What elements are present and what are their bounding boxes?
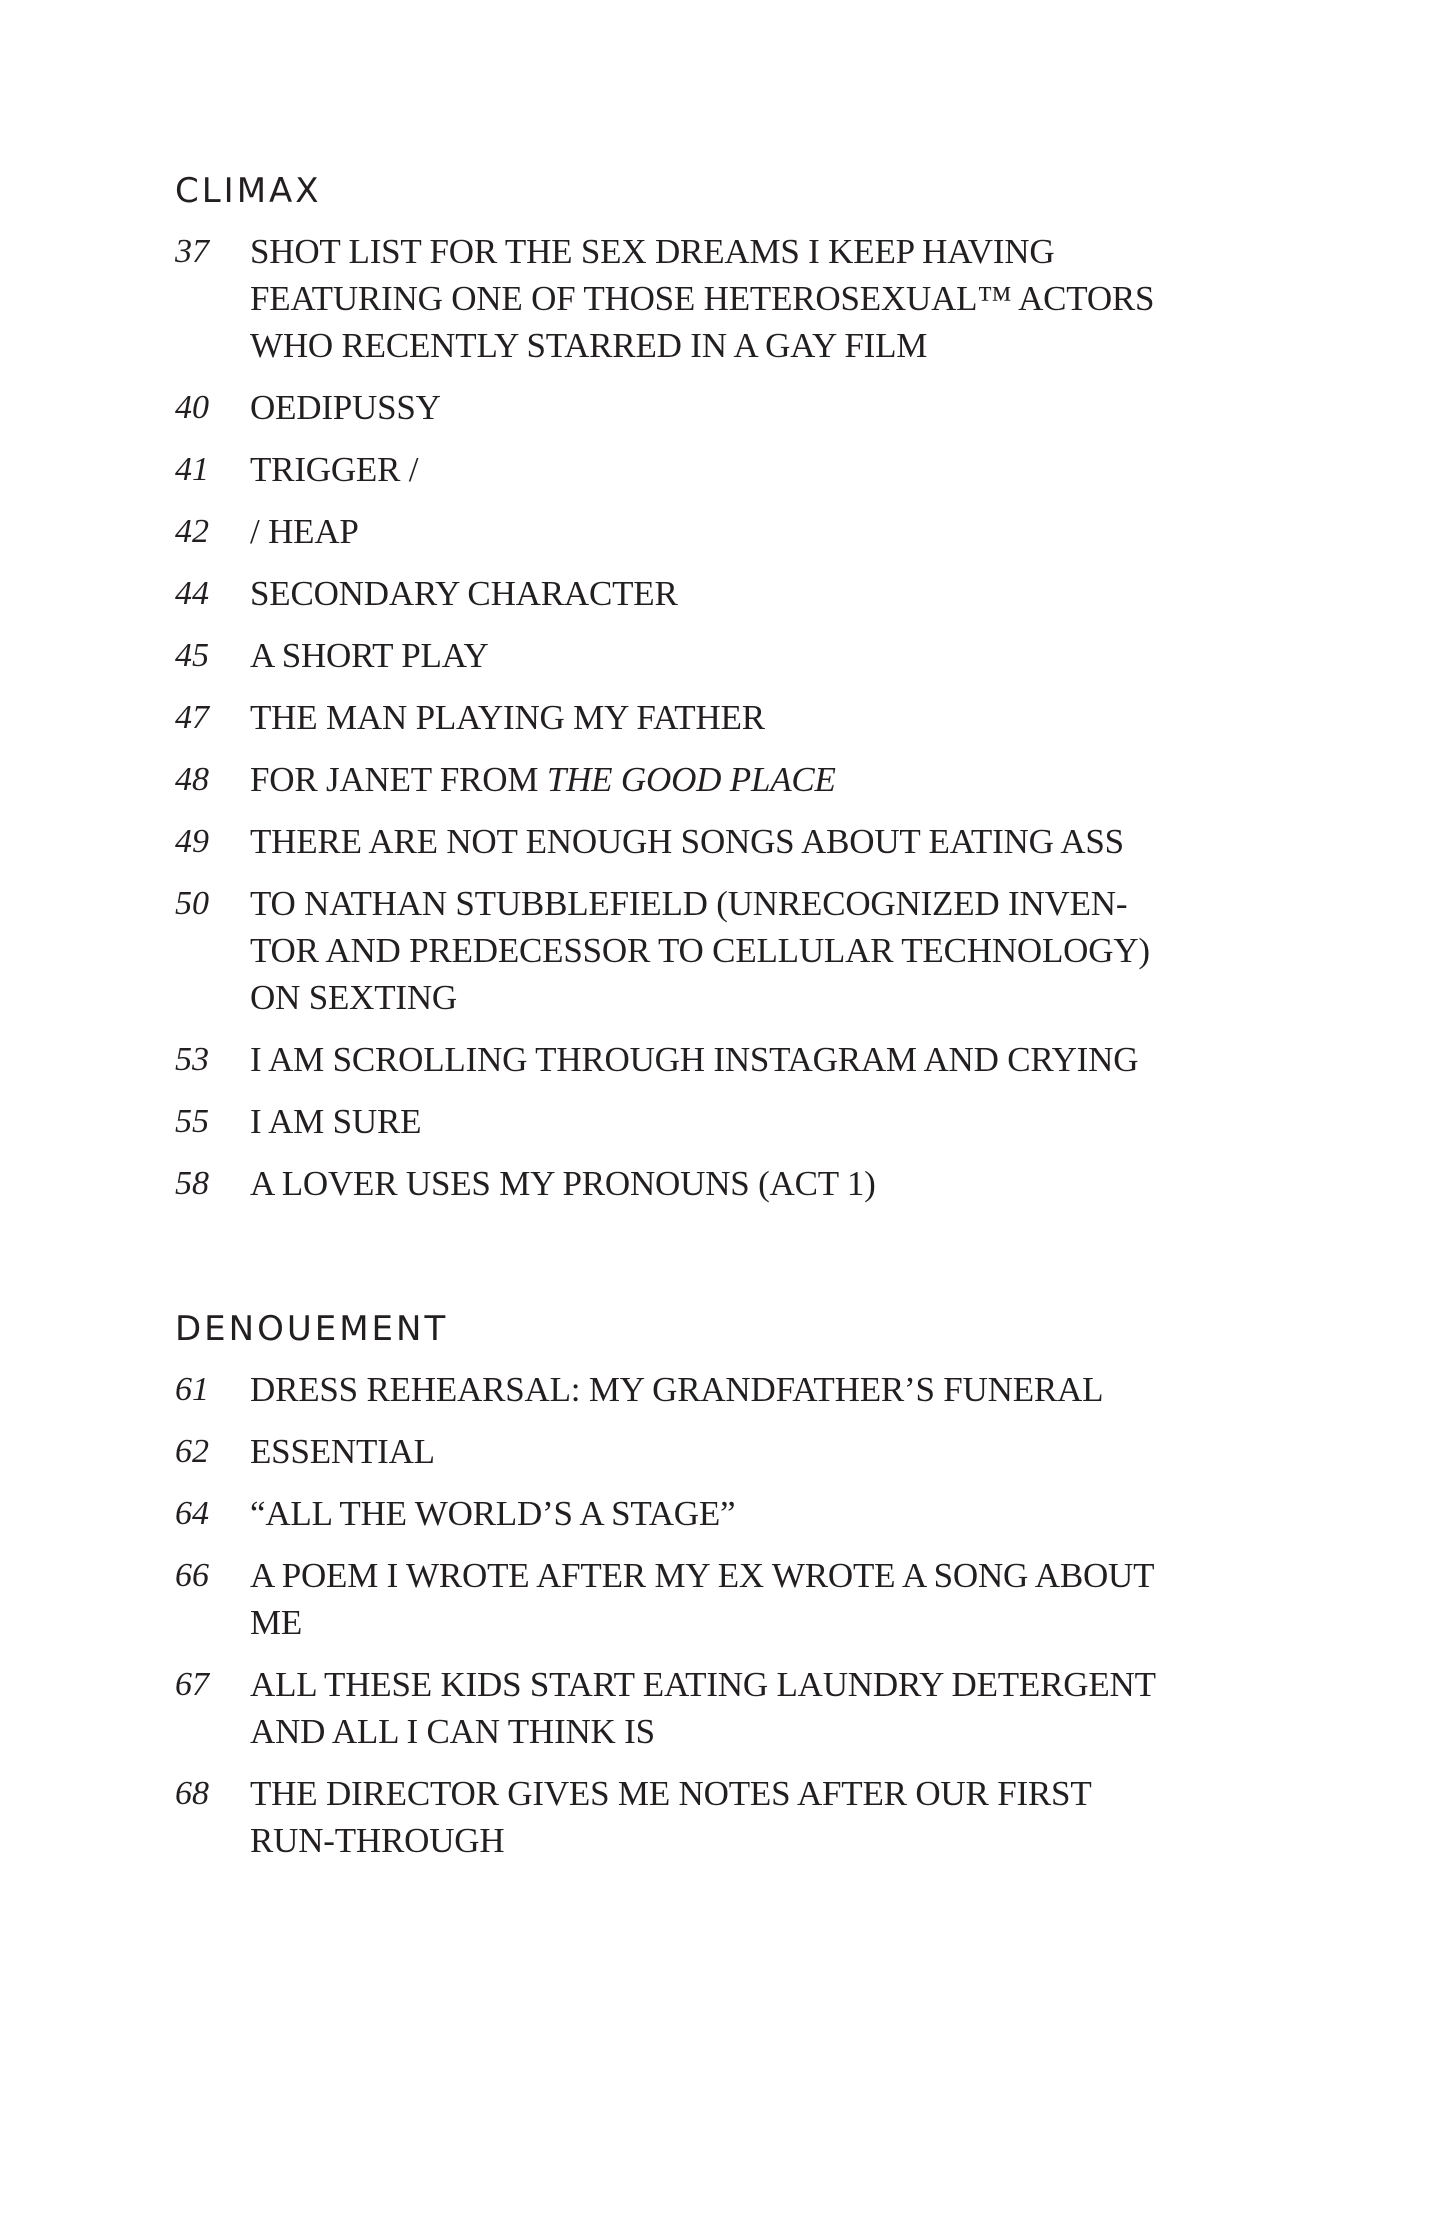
entry-title: ALL THESE KIDS START EATING LAUNDRY DETERGENT AND ALL I CAN THINK IS — [250, 1665, 1156, 1751]
toc-entry — [175, 1428, 1285, 1475]
entry-page-number: 49 — [175, 823, 209, 860]
entry-title: SECONDARY CHARACTER — [250, 574, 678, 613]
entry-page-number: 64 — [175, 1495, 209, 1532]
entry-page-number: 41 — [175, 451, 209, 488]
toc-entry — [175, 818, 1285, 865]
toc-entry — [175, 1098, 1285, 1145]
entry-title: TRIGGER / — [250, 450, 419, 489]
entry-title: OEDIPUSSY — [250, 388, 441, 427]
entry-title: THE MAN PLAYING MY FATHER — [250, 698, 765, 737]
entry-title: DRESS REHEARSAL: MY GRANDFATHER’S FUNERAL — [250, 1370, 1104, 1409]
toc-entry — [175, 508, 1285, 555]
section-climax — [175, 168, 1285, 1222]
entry-title: A POEM I WROTE AFTER MY EX WROTE A SONG ABOUT ME — [250, 1556, 1155, 1642]
toc-entry — [175, 1036, 1285, 1083]
toc-entry — [175, 632, 1285, 679]
entry-title: ESSENTIAL — [250, 1432, 435, 1471]
entry-page-number: 67 — [175, 1666, 209, 1703]
entry-page-number: 37 — [175, 233, 209, 270]
toc-entry — [175, 1160, 1285, 1207]
toc-entry — [175, 1366, 1285, 1413]
entry-title: THE DIRECTOR GIVES ME NOTES AFTER OUR FIRST RUN-THROUGH — [250, 1774, 1092, 1860]
entry-page-number: 48 — [175, 761, 209, 798]
toc-entry — [175, 756, 1285, 803]
entry-title: TO NATHAN STUBBLEFIELD (UNRECOGNIZED INVEN- TOR AND PREDECESSOR TO CELLULAR TECHNOLOGY) ON SEXTING — [250, 884, 1150, 1017]
entry-title: “ALL THE WORLD’S A STAGE” — [250, 1494, 736, 1533]
entry-page-number: 42 — [175, 513, 209, 550]
entry-title — [250, 756, 1285, 803]
toc-entry — [175, 880, 1285, 1021]
entry-page-number: 58 — [175, 1165, 209, 1202]
entry-page-number: 50 — [175, 885, 209, 922]
toc-entry — [175, 1552, 1285, 1646]
toc-entry — [175, 446, 1285, 493]
climax-entry-list — [175, 228, 1285, 1207]
entry-title: I AM SCROLLING THROUGH INSTAGRAM AND CRYING — [250, 1040, 1139, 1079]
entry-page-number: 44 — [175, 575, 209, 612]
entry-page-number: 68 — [175, 1775, 209, 1812]
denouement-entry-list — [175, 1366, 1285, 1864]
entry-page-number: 47 — [175, 699, 209, 736]
toc-entry — [175, 694, 1285, 741]
entry-title-prefix: FOR JANET FROM — [250, 760, 547, 799]
entry-page-number: 45 — [175, 637, 209, 674]
entry-title: SHOT LIST FOR THE SEX DREAMS I KEEP HAVING FEATURING ONE OF THOSE HETEROSEXUAL™ ACTORS WHO RECENTLY STARRED IN A GAY FILM — [250, 232, 1155, 365]
toc-entry — [175, 228, 1285, 369]
entry-page-number: 55 — [175, 1103, 209, 1140]
entry-page-number: 53 — [175, 1041, 209, 1078]
section-heading-denouement: DENOUEMENT — [175, 1309, 449, 1349]
entry-page-number: 40 — [175, 389, 209, 426]
toc-entry — [175, 1490, 1285, 1537]
section-denouement — [175, 1306, 1285, 1879]
section-heading-climax: CLIMAX — [175, 171, 322, 211]
toc-entry — [175, 1770, 1285, 1864]
entry-title: A LOVER USES MY PRONOUNS (ACT 1) — [250, 1164, 876, 1203]
entry-title: I AM SURE — [250, 1102, 422, 1141]
entry-title: A SHORT PLAY — [250, 636, 489, 675]
entry-title: / HEAP — [250, 512, 359, 551]
toc-entry — [175, 1661, 1285, 1755]
entry-page-number: 61 — [175, 1371, 209, 1408]
toc-entry — [175, 570, 1285, 617]
toc-entry — [175, 384, 1285, 431]
entry-page-number: 66 — [175, 1557, 209, 1594]
entry-title: THERE ARE NOT ENOUGH SONGS ABOUT EATING ASS — [250, 822, 1124, 861]
entry-page-number: 62 — [175, 1433, 209, 1470]
entry-title-italic: THE GOOD PLACE — [546, 760, 836, 799]
